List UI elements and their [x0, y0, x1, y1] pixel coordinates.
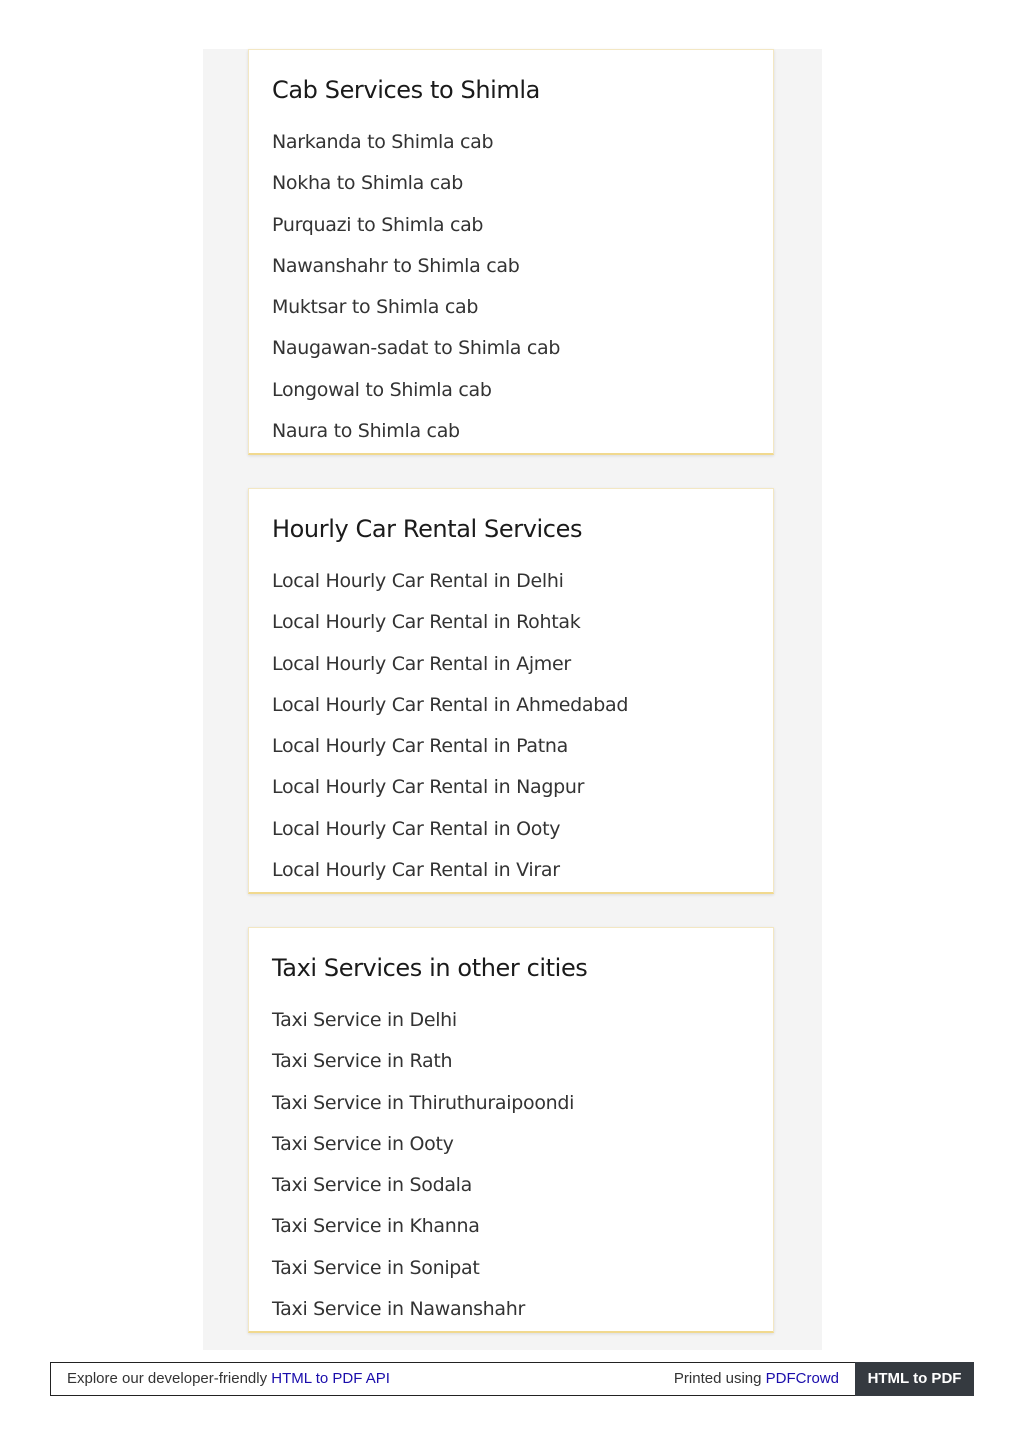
list-item-link[interactable]: Taxi Service in Thiruthuraipoondi	[272, 1091, 575, 1114]
list-item[interactable]	[272, 692, 752, 733]
list-item-link[interactable]: Local Hourly Car Rental in Delhi	[272, 570, 564, 592]
link-list	[272, 568, 752, 882]
pdfcrowd-footer	[50, 1362, 974, 1396]
list-item-link[interactable]: Taxi Service in Rath	[272, 1050, 453, 1073]
list-item-link[interactable]: Taxi Service in Sonipat	[272, 1256, 480, 1279]
list-item-link[interactable]: Taxi Service in Sodala	[272, 1174, 472, 1197]
footer-printed	[674, 1363, 839, 1395]
list-item-link[interactable]: Naura to Shimla cab	[272, 420, 460, 443]
list-item-link[interactable]: Purquazi to Shimla cab	[272, 213, 484, 236]
list-item[interactable]	[272, 816, 752, 857]
list-item[interactable]	[272, 568, 752, 609]
list-item[interactable]	[272, 129, 752, 170]
card-cab-services	[248, 49, 774, 455]
list-item[interactable]	[272, 1090, 752, 1131]
pdfcrowd-link[interactable]: PDFCrowd	[765, 1370, 839, 1387]
list-item[interactable]	[272, 1296, 752, 1337]
list-item[interactable]	[272, 651, 752, 692]
card-hourly-rental	[248, 488, 774, 894]
link-list	[272, 1007, 752, 1321]
list-item-link[interactable]: Narkanda to Shimla cab	[272, 131, 494, 153]
footer-printed-text: Printed using	[673, 1370, 762, 1387]
list-item[interactable]	[272, 1131, 752, 1172]
list-item[interactable]	[272, 609, 752, 650]
card-title: Cab Services to Shimla	[272, 76, 540, 104]
html-to-pdf-api-link[interactable]: HTML to PDF API	[271, 1370, 390, 1387]
list-item[interactable]	[272, 294, 752, 335]
list-item-link[interactable]: Nokha to Shimla cab	[272, 172, 463, 195]
list-item-link[interactable]: Local Hourly Car Rental in Ajmer	[272, 652, 571, 675]
footer-explore	[67, 1363, 390, 1395]
footer-explore-text: Explore our developer-friendly	[67, 1370, 268, 1387]
card-title: Hourly Car Rental Services	[272, 515, 583, 543]
list-item[interactable]	[272, 335, 752, 376]
list-item-link[interactable]: Taxi Service in Khanna	[272, 1215, 480, 1238]
list-item-link[interactable]: Local Hourly Car Rental in Ahmedabad	[272, 693, 629, 716]
list-item-link[interactable]: Naugawan-sadat to Shimla cab	[272, 337, 561, 360]
list-item-link[interactable]: Local Hourly Car Rental in Nagpur	[272, 776, 585, 799]
list-item[interactable]	[272, 1007, 752, 1048]
list-item-link[interactable]: Local Hourly Car Rental in Virar	[272, 859, 560, 882]
list-item[interactable]	[272, 774, 752, 815]
list-item[interactable]	[272, 377, 752, 418]
card-title: Taxi Services in other cities	[272, 954, 588, 982]
html-to-pdf-badge[interactable]: HTML to PDF	[855, 1362, 974, 1396]
list-item[interactable]	[272, 418, 752, 459]
list-item-link[interactable]: Taxi Service in Delhi	[272, 1009, 457, 1031]
list-item[interactable]	[272, 170, 752, 211]
list-item[interactable]	[272, 733, 752, 774]
list-item-link[interactable]: Muktsar to Shimla cab	[272, 296, 479, 319]
card-taxi-services	[248, 927, 774, 1333]
list-item-link[interactable]: Nawanshahr to Shimla cab	[272, 254, 520, 277]
list-item[interactable]	[272, 1213, 752, 1254]
list-item[interactable]	[272, 212, 752, 253]
list-item-link[interactable]: Taxi Service in Ooty	[272, 1132, 454, 1155]
list-item-link[interactable]: Local Hourly Car Rental in Rohtak	[272, 611, 581, 634]
list-item[interactable]	[272, 857, 752, 898]
link-list	[272, 129, 752, 443]
list-item[interactable]	[272, 1172, 752, 1213]
list-item-link[interactable]: Local Hourly Car Rental in Patna	[272, 735, 569, 758]
list-item-link[interactable]: Local Hourly Car Rental in Ooty	[272, 817, 561, 840]
list-item[interactable]	[272, 1048, 752, 1089]
list-item-link[interactable]: Taxi Service in Nawanshahr	[272, 1298, 526, 1321]
list-item-link[interactable]: Longowal to Shimla cab	[272, 378, 492, 401]
list-item[interactable]	[272, 253, 752, 294]
list-item[interactable]	[272, 1255, 752, 1296]
